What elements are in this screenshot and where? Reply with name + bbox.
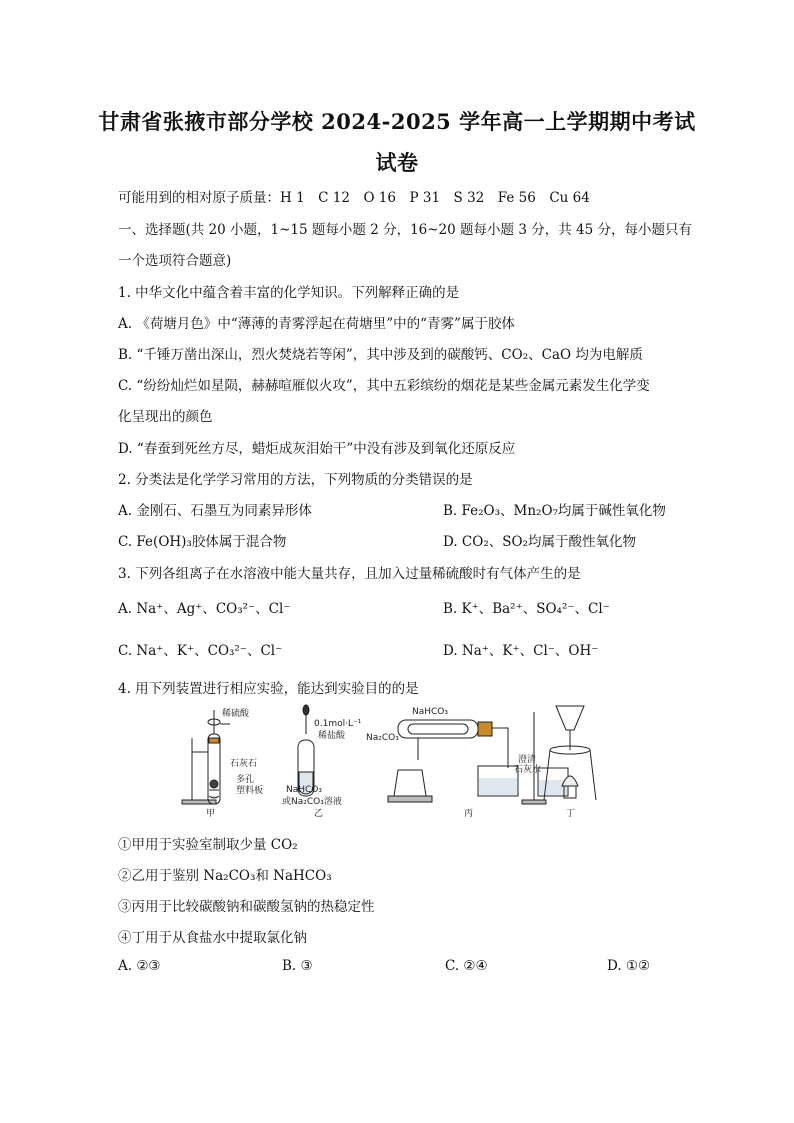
label-ding: 丁 [566, 809, 576, 818]
label-jia-plate1: 多孔 [236, 775, 255, 785]
q1-option-c: C. “纷纷灿烂如星陨，赫赫喧雁似火攻”，其中五彩缤纷的烟花是某些金属元素发生化学变 [118, 378, 650, 394]
q3-stem: 3. 下列各组离子在水溶液中能大量共存，且加入过量稀硫酸时有气体产生的是 [118, 566, 581, 582]
q4-option-a: A. ②③ [118, 958, 161, 974]
label-bing-top: NaHCO₃ [412, 707, 448, 717]
label-yi-sol2: 或Na₂CO₃溶液 [282, 797, 342, 807]
q4-statement-4: ④丁用于从食盐水中提取氯化钠 [118, 930, 307, 946]
q4-statement-3: ③丙用于比较碳酸钠和碳酸氢钠的热稳定性 [118, 899, 375, 915]
q4-option-d: D. ①② [607, 958, 651, 974]
q1-option-a: A. 《荷塘月色》中“薄薄的青雾浮起在荷塘里”中的“青雾”属于胶体 [118, 316, 515, 332]
q2-option-d: D. CO₂、SO₂均属于酸性氧化物 [443, 534, 636, 550]
apparatus-jia [182, 710, 230, 804]
label-jia-stone: 石灰石 [230, 759, 258, 769]
q2-option-a: A. 金刚石、石墨互为同素异形体 [118, 503, 312, 519]
exam-title-line1: 甘肃省张掖市部分学校 2024-2025 学年高一上学期期中考试 [98, 109, 696, 134]
label-yi-sol1: NaHCO₃ [286, 785, 322, 795]
label-jia-plate2: 塑料板 [236, 786, 264, 796]
q3-option-a: A. Na⁺、Ag⁺、CO₃²⁻、Cl⁻ [118, 601, 291, 617]
exam-title-line2: 试卷 [375, 150, 419, 175]
q4-option-c: C. ②④ [445, 958, 488, 974]
q4-statement-1: ①甲用于实验室制取少量 CO₂ [118, 837, 298, 853]
apparatus-figure [178, 700, 598, 818]
section-heading-line2: 一个选项符合题意) [118, 253, 232, 269]
section-heading-line1: 一、选择题(共 20 小题，1~15 题每小题 2 分，16~20 题每小题 3 分，共 45 分，每小题只有 [118, 222, 692, 238]
q3-option-b: B. K⁺、Ba²⁺、SO₄²⁻、Cl⁻ [443, 601, 610, 617]
label-jia: 甲 [206, 809, 216, 818]
q4-option-b: B. ③ [282, 958, 313, 974]
apparatus-bing [388, 712, 568, 804]
q1-option-d: D. “春蚕到死丝方尽，蜡炬成灰泪始干”中没有涉及到氧化还原反应 [118, 441, 516, 457]
q1-stem: 1. 中华文化中蕴含着丰富的化学知识。下列解释正确的是 [118, 285, 460, 301]
label-yi-acid: 稀盐酸 [318, 731, 346, 741]
atomic-masses: 可能用到的相对原子质量：H 1 C 12 O 16 P 31 S 32 Fe 56 Cu 64 [118, 190, 590, 206]
label-bing-left: Na₂CO₃ [366, 733, 399, 743]
label-jia-acid: 稀硫酸 [222, 709, 250, 719]
label-bing-water2: 石灰水 [514, 765, 542, 775]
q3-option-c: C. Na⁺、K⁺、CO₃²⁻、Cl⁻ [118, 643, 283, 659]
label-bing-water1: 澄清 [518, 755, 537, 765]
label-bing: 丙 [464, 809, 474, 818]
q4-stem: 4. 用下列装置进行相应实验，能达到实验目的的是 [118, 681, 419, 697]
q4-statement-2: ②乙用于鉴别 Na₂CO₃和 NaHCO₃ [118, 868, 332, 884]
q2-option-c: C. Fe(OH)₃胶体属于混合物 [118, 534, 287, 550]
q3-option-d: D. Na⁺、K⁺、Cl⁻、OH⁻ [443, 643, 599, 659]
q2-stem: 2. 分类法是化学学习常用的方法，下列物质的分类错误的是 [118, 472, 473, 488]
q2-option-b: B. Fe₂O₃、Mn₂O₇均属于碱性氧化物 [443, 503, 666, 519]
q1-option-c-cont: 化呈现出的颜色 [118, 409, 213, 425]
label-yi-conc: 0.1mol·L⁻¹ [314, 719, 362, 729]
q1-option-b: B. “千锤万凿出深山，烈火焚烧若等闲”，其中涉及到的碳酸钙、CO₂、CaO 均为电解质 [118, 347, 643, 363]
apparatus-yi [298, 705, 314, 796]
label-yi: 乙 [314, 809, 324, 818]
